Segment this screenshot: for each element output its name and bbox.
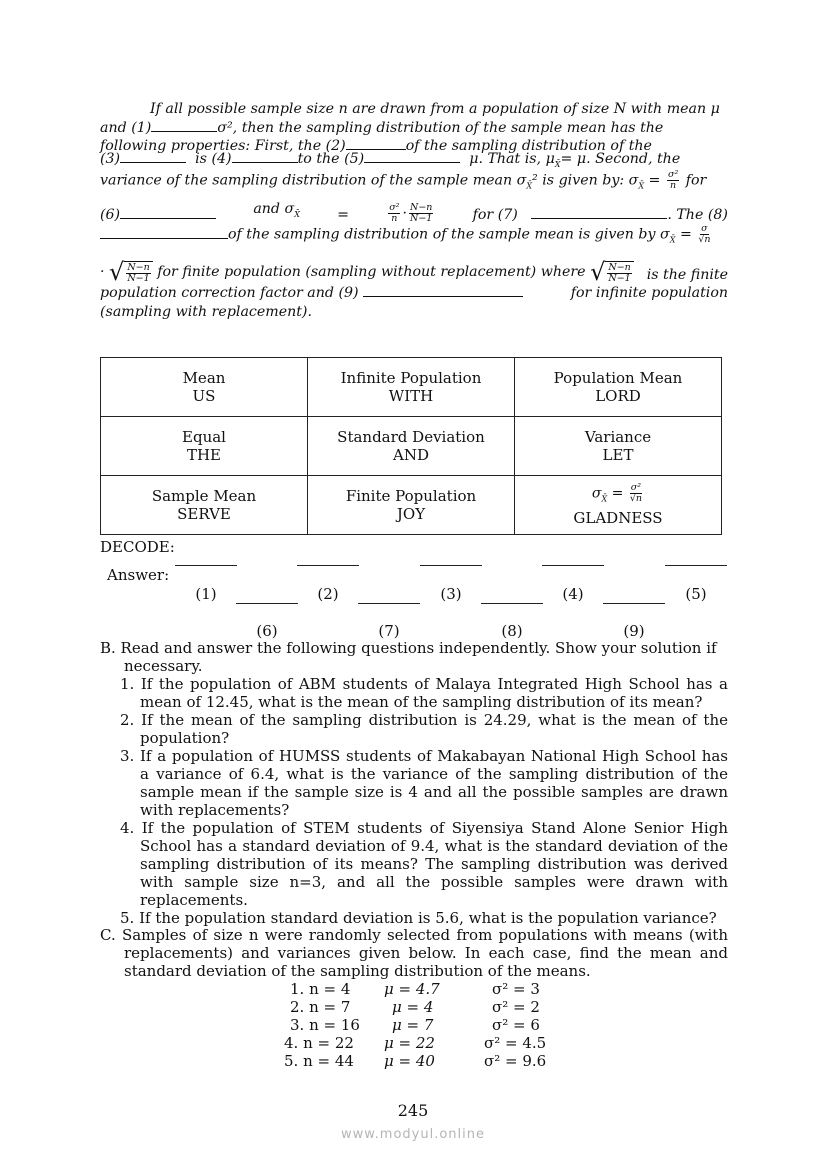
cell-term: Sample Mean <box>151 487 257 505</box>
formula-lhs: σ <box>591 485 602 502</box>
answer-blank-label: (1) <box>195 585 217 603</box>
denominator: n <box>391 213 398 225</box>
table-cell <box>308 358 515 417</box>
table-cell <box>308 417 515 476</box>
paragraph-text: for <box>685 172 707 189</box>
paragraph-line: If all possible sample size n are drawn from a population of size N with mean μ <box>150 101 720 117</box>
sqrt: √ $\frac{N-n}{N-1}$ <box>590 260 634 284</box>
decode-label: DECODE: <box>100 538 175 556</box>
table-row <box>101 417 722 476</box>
table-cell <box>101 358 308 417</box>
mean-value: μ = 4.7 <box>384 980 440 998</box>
table-cell <box>515 358 722 417</box>
paragraph-text: is the finite <box>646 266 728 283</box>
paragraph-text: = μ. Second, the <box>560 150 681 167</box>
paragraph-text: for finite population (sampling without replacement) where <box>157 264 586 281</box>
blank-4[interactable] <box>232 150 298 163</box>
blank-3[interactable] <box>120 150 186 163</box>
subscript: X̄ <box>601 494 608 504</box>
fraction <box>388 203 400 224</box>
paragraph-text: variance of the sampling distribution of the sample mean σ <box>100 172 527 189</box>
paragraph-text: (sampling with replacement). <box>100 303 312 320</box>
cell-code: LORD <box>595 387 641 405</box>
subscript: X̄ <box>526 181 533 191</box>
question-list <box>100 675 728 927</box>
paragraph-text: μ. That is, μ <box>469 150 555 167</box>
sample-size: 1. n = 4 <box>290 980 351 998</box>
blank-label-6: (6) <box>100 206 121 223</box>
subscript: X̄ <box>669 235 676 245</box>
fraction <box>630 483 642 504</box>
blank-label-1: and (1) <box>100 119 152 136</box>
numerator: N−n <box>127 261 150 273</box>
subscript: X̄ <box>638 181 645 191</box>
blank-label-8: . The (8) <box>667 206 728 223</box>
blank-label-2: following properties: First, the (2) <box>100 138 346 155</box>
answer-blank-8[interactable] <box>481 603 543 604</box>
numerator: σ² <box>630 482 642 494</box>
variance-value: σ² = 3 <box>492 980 540 998</box>
equals: = <box>679 226 692 243</box>
cell-term: Mean <box>182 369 226 387</box>
question-item: 5. If the population standard deviation is 5.6, what is the population variance? <box>120 909 717 927</box>
cell-term: Population Mean <box>553 369 683 387</box>
sample-size: 3. n = 16 <box>290 1016 360 1034</box>
paragraph-text: of the sampling distribution of the <box>405 138 652 155</box>
cell-term: Finite Population <box>345 487 477 505</box>
cell-code: GLADNESS <box>573 508 663 527</box>
answer-blank-label: (5) <box>685 585 707 603</box>
answer-blank-4[interactable] <box>542 565 604 566</box>
answer-blank-9[interactable] <box>603 603 665 604</box>
question-item: 3. If a population of HUMSS students of Makabayan National High School has a variance of 6.4, what is the variance of the sampling distribution of the sample mean if the sample size is 4 and all the possible samples are drawn with replacements? <box>120 747 728 819</box>
paragraph-text: ² is given by: σ <box>532 172 639 189</box>
mean-value: μ = 40 <box>384 1052 435 1070</box>
section-c-heading: C. Samples of size n were randomly selected from populations with means (with replacements) and variances given below. In each case, find the mean and standard deviation of the sampling distribution of the means. <box>100 926 728 980</box>
formula <box>515 483 721 508</box>
paragraph-text: and σ <box>253 200 295 217</box>
page-number: 245 <box>397 1101 429 1120</box>
cell-term: Standard Deviation <box>337 428 485 446</box>
question-item: 2. If the mean of the sampling distribution is 24.29, what is the mean of the population? <box>120 711 728 747</box>
variance-value: σ² = 2 <box>492 998 540 1016</box>
table-cell <box>101 417 308 476</box>
sample-size: 5. n = 44 <box>284 1052 354 1070</box>
question-item: 4. If the population of STEM students of Siyensiya Stand Alone Senior High School has a standard deviation of 9.4, what is the standard deviation of the sampling distribution of its means? The sampling distribution was derived with sample size n=3, and all the possible samples were drawn with replacements. <box>120 819 728 909</box>
answer-blank-1[interactable] <box>175 565 237 566</box>
sqrt: √ $\frac{N-n}{N-1}$ <box>109 260 153 284</box>
cell-code: AND <box>393 446 429 464</box>
blank-6[interactable] <box>120 206 216 219</box>
table-cell <box>515 476 722 535</box>
blank-label-3: (3) <box>100 150 121 167</box>
answer-blank-label: (7) <box>378 622 400 640</box>
table-row <box>101 476 722 535</box>
answer-blank-label: (8) <box>501 622 523 640</box>
denominator: N−1 <box>410 213 433 225</box>
blank-label-7: for (7) <box>472 206 518 223</box>
numerator: σ <box>701 223 708 235</box>
fraction <box>607 263 631 284</box>
answer-blank-label: (4) <box>562 585 584 603</box>
variance-value: σ² = 4.5 <box>484 1034 547 1052</box>
blank-label-5: to the (5) <box>297 150 365 167</box>
answer-blank-label: (2) <box>317 585 339 603</box>
paragraph-text: for infinite population <box>570 285 728 302</box>
answer-blank-label: (3) <box>440 585 462 603</box>
numerator: N−n <box>410 202 433 214</box>
fraction <box>698 224 710 245</box>
equals: = <box>648 172 661 189</box>
denominator: √n <box>629 493 643 505</box>
subscript: X̄ <box>554 159 561 169</box>
answer-blank-5[interactable] <box>665 565 727 566</box>
cell-code: WITH <box>388 387 434 405</box>
variance-value: σ² = 9.6 <box>484 1052 547 1070</box>
denominator: √n <box>698 234 711 246</box>
blank-9[interactable] <box>363 284 523 297</box>
decode-table <box>100 357 722 535</box>
fraction <box>409 203 433 224</box>
subscript: X̄ <box>294 209 300 219</box>
intro-paragraph: If all possible sample size n are drawn from a population of size N with mean μ and (1) σ², then the sampling distribution of the sample mean has the following properties: First, the (2) of the sampling distribution of the (3) is (4) to the (5) μ. That is, $\mu_{X̄}= \mu$. Second, the variance of the sampling distribution of the sample mean $\sigma_{X̄}^2$ is given by: $\sigma_{X̄}$ = $\frac{\text{σ²}}{n}$ for (6) and $\sigma_{X̄}$ = $\frac{\text{σ²}}{n}$ · $\frac{N-n}{N-1}$ for (7) . The (8) of the sampling distribution of the sample mean is given by $\sigma_{X̄}$ = $\frac{\sigma}{√n}$ · √ $\frac{N-n}{N-1}$ for finite population (sampling without replacement) where √ $\frac{N-n}{N-1}$ is the finite population correction factor and (9) for infinite population (sampling with replacement). <box>100 101 728 320</box>
cell-code: US <box>192 387 216 405</box>
table-cell <box>101 476 308 535</box>
mean-value: μ = 7 <box>392 1016 434 1034</box>
fraction <box>667 170 679 191</box>
cell-code: SERVE <box>177 505 231 523</box>
answer-blank-2[interactable] <box>297 565 359 566</box>
cell-code: JOY <box>396 505 426 523</box>
fraction <box>126 263 150 284</box>
answer-label: Answer: <box>107 566 170 584</box>
denominator: n <box>670 180 677 192</box>
answer-blank-6[interactable] <box>236 603 298 604</box>
blank-label-4: is (4) <box>195 150 232 167</box>
cell-term: Variance <box>584 428 652 446</box>
paragraph-text: σ², then the sampling distribution of the sample mean has the <box>217 119 664 136</box>
variance-value: σ² = 6 <box>492 1016 540 1034</box>
numerator: N−n <box>608 261 631 273</box>
table-row <box>101 358 722 417</box>
cell-term: Equal <box>182 428 226 446</box>
section-b-heading-cont: necessary. <box>124 657 203 675</box>
cell-term: Infinite Population <box>340 369 482 387</box>
blank-5[interactable] <box>364 150 460 163</box>
sample-size: 4. n = 22 <box>284 1034 354 1052</box>
section-b-heading: B. Read and answer the following questions independently. Show your solution if <box>100 639 717 657</box>
blank-7[interactable] <box>531 206 667 219</box>
blank-label-9: population correction factor and (9) <box>100 285 359 302</box>
cell-code: LET <box>602 446 634 464</box>
numerator: σ² <box>667 169 679 181</box>
paragraph-text: of the sampling distribution of the sample mean is given by σ <box>228 226 670 243</box>
denominator: N−1 <box>127 272 150 284</box>
mean-value: μ = 22 <box>384 1034 435 1052</box>
denominator: N−1 <box>608 272 631 284</box>
blank-2[interactable] <box>346 137 406 150</box>
table-cell <box>515 417 722 476</box>
cell-code: THE <box>186 446 222 464</box>
watermark: www.modyul.online <box>340 1127 486 1142</box>
answer-blank-7[interactable] <box>358 603 420 604</box>
equals: = <box>337 206 349 223</box>
numerator: σ² <box>389 202 400 214</box>
blank-1[interactable] <box>151 119 217 132</box>
sample-size: 2. n = 7 <box>290 998 351 1016</box>
mean-value: μ = 4 <box>392 998 434 1016</box>
table-cell <box>308 476 515 535</box>
answer-blank-label: (9) <box>623 622 645 640</box>
answer-blank-3[interactable] <box>420 565 482 566</box>
section-b <box>100 639 728 927</box>
answer-blank-label: (6) <box>256 622 278 640</box>
equals: = <box>611 485 624 502</box>
blank-8[interactable] <box>100 226 228 239</box>
question-item: 1. If the population of ABM students of Malaya Integrated High School has a mean of 12.45, what is the mean of the sampling distribution of its mean? <box>120 675 728 711</box>
